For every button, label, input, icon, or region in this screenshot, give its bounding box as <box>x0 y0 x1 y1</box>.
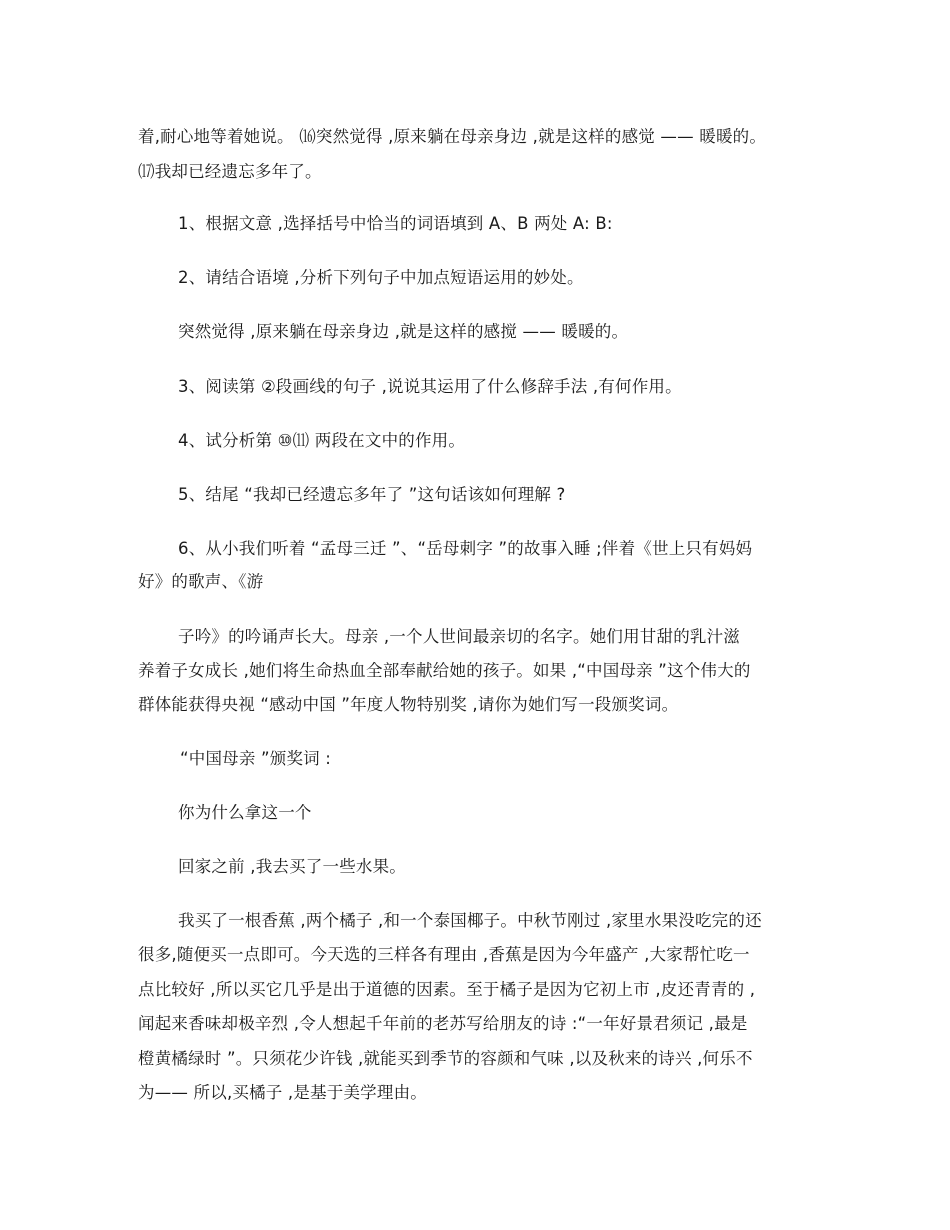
paragraph-2-line-4: 闻起来香味却极辛烈 ,令人想起千年前的老苏写给朋友的诗 :“一年好景君须记 ,最是 <box>138 1014 748 1033</box>
paragraph-2-line-1: 我买了一根香蕉 ,两个橘子 ,和一个泰国椰子。中秋节刚过 ,家里水果没吃完的还 <box>178 911 762 930</box>
question-6-line-4: 养着子女成长 ,她们将生命热血全部奉献给她的孩子。如果 ,“中国母亲 ”这个伟大的 <box>138 661 751 680</box>
paragraph-2-line-3: 点比较好 ,所以买它几乎是出于道德的因素。至于橘子是因为它初上市 ,皮还青青的 , <box>138 980 756 999</box>
paragraph-2-line-6: 为—— 所以,买橘子 ,是基于美学理由。 <box>138 1083 427 1102</box>
question-6-line-3: 子吟》的吟诵声长大。母亲 ,一个人世间最亲切的名字。她们用甘甜的乳汁滋 <box>178 627 740 646</box>
question-1: 1、根据文意 ,选择括号中恰当的词语填到 A、B 两处 A: B: <box>178 214 613 233</box>
text-line-2: ⒄我却已经遗忘多年了。 <box>138 162 322 181</box>
award-heading: “中国母亲 ”颁奖词 : <box>180 749 332 768</box>
text-line-1: 着,耐心地等着她说。 ⒃突然觉得 ,原来躺在母亲身边 ,就是这样的感觉 —— 暖暖的。 <box>138 127 767 146</box>
question-6-line-1: 6、从小我们听着 “孟母三迁 ”、“岳母刺字 ”的故事入睡 ;伴着《世上只有妈妈 <box>178 539 753 558</box>
question-6-line-2: 好》的歌声、《游 <box>138 572 264 591</box>
quoted-sentence: 突然觉得 ,原来躺在母亲身边 ,就是这样的感搅 —— 暖暖的。 <box>178 322 629 341</box>
question-4: 4、试分析第 ⑩⑾ 两段在文中的作用。 <box>178 431 466 450</box>
question-2: 2、请结合语境 ,分析下列句子中加点短语运用的妙处。 <box>178 268 584 287</box>
question-6-line-5: 群体能获得央视 “感动中国 ”年度人物特别奖 ,请你为她们写一段颁奖词。 <box>138 695 679 714</box>
award-text: 你为什么拿这一个 <box>178 803 312 822</box>
paragraph-2-line-2: 很多,随便买一点即可。今天选的三样各有理由 ,香蕉是因为今年盛产 ,大家帮忙吃一 <box>138 945 750 964</box>
question-5: 5、结尾 “我却已经遗忘多年了 ”这句话该如何理解 ? <box>178 485 566 504</box>
paragraph-1: 回家之前 ,我去买了一些水果。 <box>178 857 406 876</box>
paragraph-2-line-5: 橙黄橘绿时 ”。只须花少许钱 ,就能买到季节的容颜和气味 ,以及秋来的诗兴 ,何乐不 <box>138 1049 753 1068</box>
question-3: 3、阅读第 ②段画线的句子 ,说说其运用了什么修辞手法 ,有何作用。 <box>178 377 682 396</box>
